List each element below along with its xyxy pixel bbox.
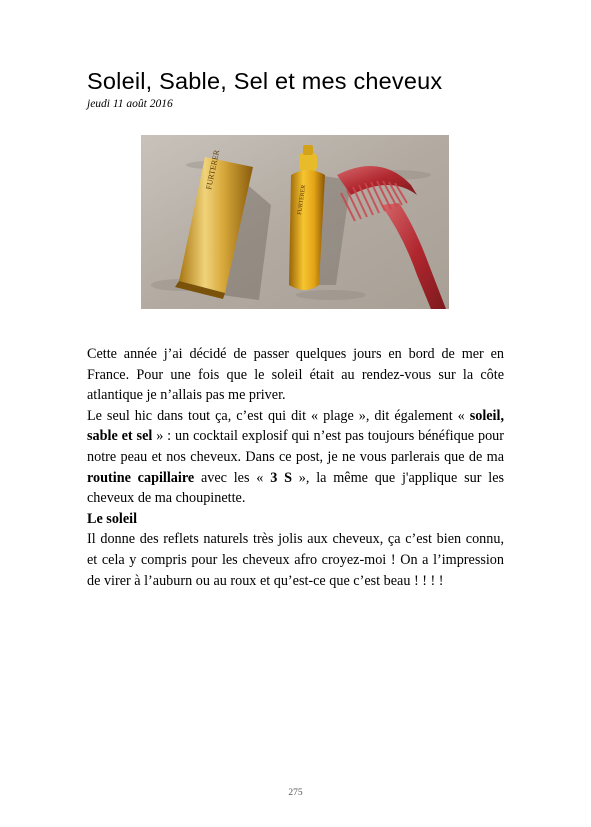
article-title: Soleil, Sable, Sel et mes cheveux — [87, 68, 443, 94]
section-heading — [87, 509, 504, 530]
tube-brand-label: FURTERER — [204, 149, 222, 191]
section-heading-text: Le soleil — [87, 510, 138, 527]
text-run: Le seul hic dans tout ça, c’est qui dit « plage », dit également « — [87, 407, 470, 424]
bottle-brand-label: FURTERER — [297, 184, 308, 216]
article-body — [87, 344, 504, 591]
bold-run: soleil, sable et sel — [87, 407, 504, 445]
article-photo — [141, 135, 449, 309]
paragraph-intro: Cette année j’ai décidé de passer quelques jours en bord de mer en France. Pour une fois que le soleil était au rendez-vous sur la côte atlantique je n’allais pas me priver. — [87, 346, 504, 404]
bold-run: 3 S — [270, 469, 292, 486]
page-number: 275 — [288, 788, 303, 798]
text-run: avec les « — [194, 469, 271, 486]
paragraph-soleil: Il donne des reflets naturels très jolis aux cheveux, ça c’est bien connu, et cela y compris pour les cheveux afro croyez-moi ! On a l’impression de virer à l’auburn ou au roux et qu’est-ce que c’est beau ! ! ! ! — [87, 531, 504, 589]
text-run: », la même que j'applique sur les cheveux de ma choupinette. — [87, 469, 505, 507]
text-run: » : un cocktail explosif qui n’est pas toujours bénéfique pour notre peau et nos cheveux. Dans ce post, je ne vous parlerais que de ma — [87, 428, 504, 465]
paragraph-plage — [87, 406, 504, 509]
bold-run: routine capillaire — [87, 469, 195, 486]
article-date: jeudi 11 août 2016 — [87, 98, 173, 110]
